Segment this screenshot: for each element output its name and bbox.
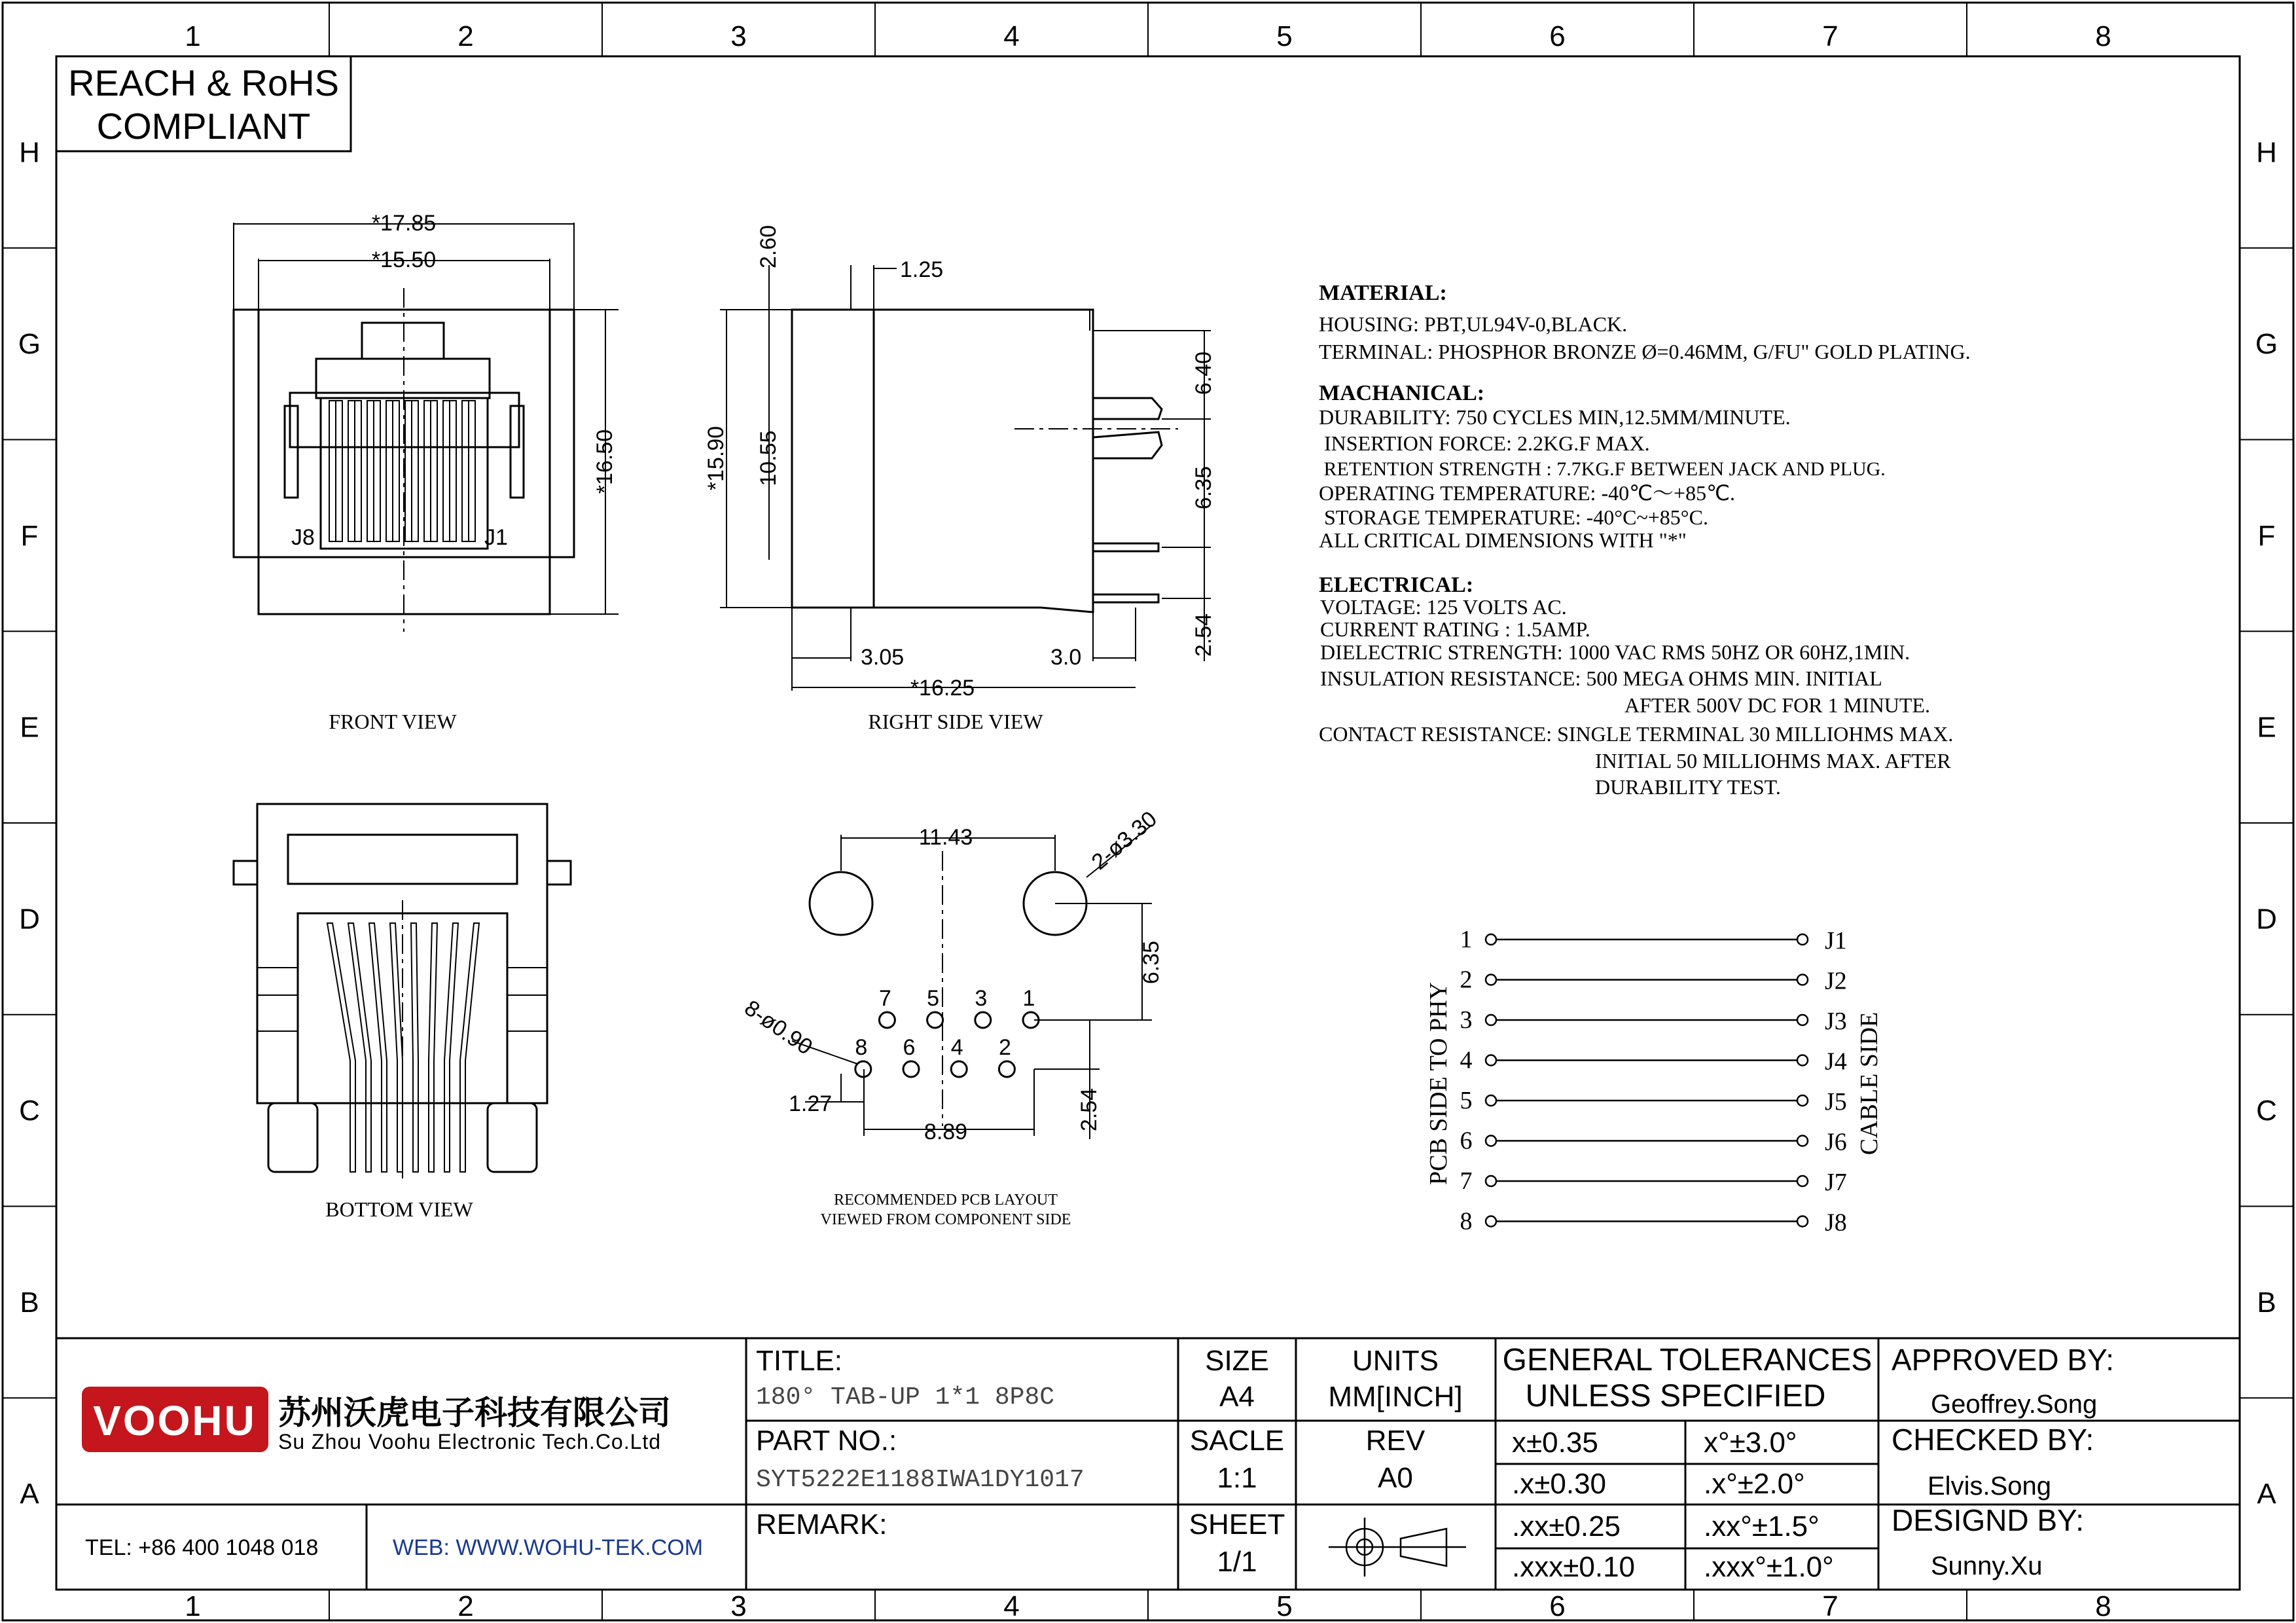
bottom-lead bbox=[411, 923, 418, 1172]
electrical-line: INITIAL 50 MILLIOHMS MAX. AFTER bbox=[1595, 749, 1951, 773]
zone-row-label: H bbox=[2256, 136, 2277, 169]
designed-label: DESIGND BY: bbox=[1892, 1503, 2084, 1537]
schematic-node bbox=[1797, 934, 1808, 945]
zone-column-label: 8 bbox=[2095, 1590, 2111, 1622]
tolerance-linear: .xx±0.25 bbox=[1512, 1510, 1621, 1542]
electrical-line: CURRENT RATING : 1.5AMP. bbox=[1320, 617, 1590, 641]
schematic-left-pin: 6 bbox=[1460, 1127, 1473, 1155]
bottom-lead bbox=[460, 923, 479, 1172]
title-value: 180° TAB-UP 1*1 8P8C bbox=[756, 1383, 1055, 1412]
sheet-label: SHEET bbox=[1189, 1508, 1285, 1541]
schematic-node bbox=[1486, 1055, 1496, 1066]
pcb-pin bbox=[999, 1061, 1014, 1077]
approved-label: APPROVED BY: bbox=[1892, 1343, 2115, 1377]
tolerance-angular: .xx°±1.5° bbox=[1704, 1510, 1820, 1542]
bottom-view-caption: BOTTOM VIEW bbox=[325, 1197, 473, 1221]
bottom-right-peg bbox=[488, 1103, 537, 1172]
zone-column-label: 6 bbox=[1549, 20, 1566, 52]
pcb-pin bbox=[879, 1012, 895, 1028]
schematic-right-pin: J1 bbox=[1825, 927, 1847, 955]
zone-row-label: D bbox=[2256, 903, 2277, 936]
side-dim-top: 2.60 bbox=[756, 225, 781, 268]
electrical-line: DIELECTRIC STRENGTH: 1000 VAC RMS 50HZ OR 60HZ,1MIN. bbox=[1320, 640, 1910, 664]
schematic-node bbox=[1797, 1055, 1808, 1066]
schematic-node bbox=[1797, 1136, 1808, 1146]
front-port-left-wall bbox=[285, 406, 298, 498]
size-label: SIZE bbox=[1205, 1345, 1269, 1377]
pcb-dim-row-offset: 2.54 bbox=[1077, 1087, 1102, 1132]
side-body-outline bbox=[792, 310, 1093, 612]
zone-column-label: 4 bbox=[1003, 20, 1020, 52]
schematic-right-pin: J7 bbox=[1825, 1169, 1847, 1196]
bottom-lead bbox=[327, 923, 355, 1172]
schematic-node bbox=[1486, 1176, 1496, 1186]
schematic-node bbox=[1486, 1095, 1496, 1106]
schematic-node bbox=[1797, 975, 1808, 985]
schematic-node bbox=[1486, 934, 1496, 945]
projection-symbol bbox=[1329, 1518, 1466, 1577]
scale-value: 1:1 bbox=[1217, 1462, 1257, 1494]
compliance-box bbox=[56, 56, 351, 151]
zone-column-label: 3 bbox=[730, 1590, 747, 1622]
mechanical-heading: MACHANICAL: bbox=[1319, 381, 1485, 405]
side-lead-2 bbox=[1093, 594, 1158, 602]
scale-label: SACLE bbox=[1189, 1425, 1285, 1457]
mechanical-line: OPERATING TEMPERATURE: -40℃～+85℃. bbox=[1319, 481, 1736, 505]
electrical-line: AFTER 500V DC FOR 1 MINUTE. bbox=[1624, 693, 1930, 717]
electrical-line: VOLTAGE: 125 VOLTS AC. bbox=[1320, 595, 1567, 619]
approved-value: Geoffrey.Song bbox=[1931, 1390, 2098, 1419]
company-logo bbox=[82, 1387, 268, 1452]
schematic-right-pin: J6 bbox=[1825, 1128, 1847, 1156]
pcb-pin-label: 3 bbox=[975, 986, 988, 1011]
tolerance-title-2: UNLESS SPECIFIED bbox=[1525, 1379, 1826, 1413]
schematic-right-pin: J5 bbox=[1825, 1088, 1847, 1116]
side-dim-rear-offset: 3.0 bbox=[1050, 645, 1082, 670]
front-view-caption: FRONT VIEW bbox=[329, 710, 457, 733]
pcb-pin-label: 8 bbox=[855, 1035, 868, 1060]
side-view bbox=[720, 265, 1211, 691]
zone-row-label: E bbox=[2257, 711, 2276, 744]
tolerance-angular: .xxx°±1.0° bbox=[1704, 1551, 1834, 1583]
company-name-cn: 苏州沃虎电子科技有限公司 bbox=[278, 1395, 671, 1431]
front-dim-height: *16.50 bbox=[592, 429, 617, 494]
schematic-left-pin: 4 bbox=[1460, 1046, 1473, 1074]
schematic-right-pin: J2 bbox=[1825, 967, 1847, 995]
schematic-left-pin: 3 bbox=[1460, 1006, 1473, 1034]
company-web: WEB: WWW.WOHU-TEK.COM bbox=[393, 1535, 704, 1560]
pcb-dim-pin-pitch: 1.27 bbox=[789, 1091, 833, 1116]
designed-value: Sunny.Xu bbox=[1931, 1552, 2043, 1580]
checked-value: Elvis.Song bbox=[1928, 1472, 2051, 1501]
zone-row-label: H bbox=[19, 136, 40, 169]
electrical-line: CONTACT RESISTANCE: SINGLE TERMINAL 30 MILLIOHMS MAX. bbox=[1319, 722, 1954, 746]
zone-row-label: C bbox=[2256, 1095, 2277, 1127]
bottom-lead bbox=[444, 923, 458, 1172]
units-value: MM[INCH] bbox=[1328, 1381, 1463, 1413]
front-label-j8: J8 bbox=[291, 525, 315, 550]
part-no-label: PART NO.: bbox=[756, 1425, 897, 1457]
mechanical-line: DURABILITY: 750 CYCLES MIN,12.5MM/MINUTE. bbox=[1319, 405, 1791, 429]
schematic-left-pin: 8 bbox=[1460, 1207, 1473, 1235]
rev-value: A0 bbox=[1378, 1462, 1413, 1494]
rev-label: REV bbox=[1365, 1425, 1426, 1457]
pcb-caption-line1: RECOMMENDED PCB LAYOUT bbox=[834, 1192, 1058, 1209]
zone-column-label: 3 bbox=[730, 20, 747, 52]
pcb-pins bbox=[855, 986, 1039, 1077]
schematic-node bbox=[1797, 1176, 1808, 1186]
tolerance-angular: x°±3.0° bbox=[1704, 1427, 1797, 1459]
pcb-dim-hole-to-pin: 6.35 bbox=[1139, 940, 1164, 985]
side-dim-depth: *16.25 bbox=[910, 676, 975, 701]
schematic-right-pin: J8 bbox=[1825, 1209, 1847, 1237]
side-dim-body: 10.55 bbox=[756, 430, 781, 486]
schematic-left-label: PCB SIDE TO PHY bbox=[1425, 981, 1452, 1186]
pcb-pin bbox=[903, 1061, 919, 1077]
checked-label: CHECKED BY: bbox=[1892, 1423, 2094, 1457]
front-port-right-wall bbox=[511, 406, 524, 498]
material-line: HOUSING: PBT,UL94V-0,BLACK. bbox=[1319, 312, 1628, 336]
part-no-value: SYT5222E1188IWA1DY1017 bbox=[756, 1466, 1085, 1494]
schematic-right-pin: J3 bbox=[1825, 1008, 1847, 1035]
bottom-view bbox=[234, 804, 571, 1178]
tolerance-angular: .x°±2.0° bbox=[1704, 1468, 1805, 1500]
front-dim-outer-width: *17.85 bbox=[371, 211, 437, 236]
side-dim-tab: 1.25 bbox=[900, 257, 944, 282]
front-view bbox=[234, 223, 619, 632]
logo-wordmark: VOOHU bbox=[93, 1397, 257, 1444]
bottom-left-lug bbox=[234, 861, 257, 884]
pcb-pin-label: 4 bbox=[950, 1035, 963, 1060]
mechanical-line: STORAGE TEMPERATURE: -40°C~+85°C. bbox=[1319, 505, 1708, 529]
pcb-pin-label: 1 bbox=[1022, 986, 1035, 1011]
remark-label: REMARK: bbox=[756, 1508, 888, 1541]
pcb-pin-label: 5 bbox=[927, 986, 940, 1011]
schematic-node bbox=[1486, 1015, 1496, 1025]
company-name-en: Su Zhou Voohu Electronic Tech.Co.Ltd bbox=[278, 1430, 662, 1453]
tolerance-title-1: GENERAL TOLERANCES bbox=[1502, 1343, 1873, 1377]
bottom-window bbox=[288, 835, 517, 884]
schematic-right-pin: J4 bbox=[1825, 1048, 1847, 1076]
zone-column-label: 7 bbox=[1822, 1590, 1839, 1622]
zone-row-label: G bbox=[18, 328, 41, 361]
schematic-left-pin: 1 bbox=[1460, 926, 1473, 953]
side-lead-1 bbox=[1093, 543, 1158, 551]
compliance-line1: REACH & RoHS bbox=[68, 62, 339, 103]
schematic-node bbox=[1486, 1216, 1496, 1227]
zone-row-label: B bbox=[20, 1286, 39, 1319]
schematic-node bbox=[1797, 1015, 1808, 1025]
front-latch-top bbox=[362, 323, 444, 359]
title-label: TITLE: bbox=[756, 1345, 843, 1377]
zone-row-label: C bbox=[19, 1095, 40, 1127]
bottom-lead bbox=[369, 923, 387, 1172]
tolerance-linear: .xxx±0.10 bbox=[1512, 1551, 1636, 1583]
bottom-lead bbox=[348, 923, 371, 1172]
compliance-line2: COMPLIANT bbox=[96, 105, 311, 147]
pcb-mount-hole-left bbox=[810, 872, 872, 935]
side-dim-lead-mid: 6.35 bbox=[1191, 465, 1216, 510]
bottom-lead bbox=[429, 923, 437, 1172]
pcb-pin-label: 6 bbox=[903, 1035, 916, 1060]
zone-column-label: 7 bbox=[1822, 20, 1839, 52]
schematic-left-pin: 5 bbox=[1460, 1087, 1473, 1114]
company-tel: TEL: +86 400 1048 018 bbox=[85, 1535, 319, 1560]
mechanical-line: ALL CRITICAL DIMENSIONS WITH "*" bbox=[1319, 528, 1687, 552]
front-contacts bbox=[329, 401, 475, 541]
zone-column-label: 8 bbox=[2095, 20, 2111, 52]
zone-column-label: 6 bbox=[1549, 1590, 1566, 1622]
pcb-pin-label: 7 bbox=[878, 986, 891, 1011]
mechanical-line: RETENTION STRENGTH : 7.7KG.F BETWEEN JACK AND PLUG. bbox=[1319, 458, 1886, 480]
specifications bbox=[1319, 281, 1971, 799]
side-dim-height: *15.90 bbox=[704, 426, 728, 491]
schematic-right-label: CABLE SIDE bbox=[1856, 1012, 1883, 1156]
side-dim-lead-pitch: 2.54 bbox=[1191, 613, 1216, 657]
schematic-left-pin: 7 bbox=[1460, 1167, 1473, 1195]
side-view-caption: RIGHT SIDE VIEW bbox=[868, 710, 1043, 733]
front-dim-inner-width: *15.50 bbox=[371, 247, 437, 272]
sheet-value: 1/1 bbox=[1217, 1546, 1257, 1578]
electrical-heading: ELECTRICAL: bbox=[1319, 573, 1474, 597]
electrical-line: DURABILITY TEST. bbox=[1595, 775, 1781, 799]
zone-column-label: 1 bbox=[185, 20, 201, 52]
schematic-node bbox=[1486, 975, 1496, 985]
zone-column-label: 1 bbox=[185, 1590, 201, 1622]
schematic-node bbox=[1797, 1216, 1808, 1227]
side-tab-lower bbox=[1093, 432, 1162, 458]
electrical-line: INSULATION RESISTANCE: 500 MEGA OHMS MIN. INITIAL bbox=[1320, 666, 1882, 690]
zone-column-label: 5 bbox=[1276, 20, 1293, 52]
zone-column-label: 2 bbox=[457, 20, 474, 52]
mechanical-line: INSERTION FORCE: 2.2KG.F MAX. bbox=[1319, 431, 1650, 455]
side-tab-upper bbox=[1093, 398, 1162, 419]
pcb-pin bbox=[975, 1012, 991, 1028]
pcb-pin-label: 2 bbox=[998, 1035, 1011, 1060]
bottom-lead bbox=[390, 923, 403, 1172]
pcb-dim-pin-dia: 8-ø0.90 bbox=[740, 995, 817, 1060]
pcb-dim-pin-span: 8.89 bbox=[924, 1120, 968, 1144]
zone-row-label: F bbox=[20, 519, 39, 552]
zone-row-label: G bbox=[2255, 328, 2278, 361]
zone-row-label: B bbox=[2257, 1286, 2276, 1319]
material-heading: MATERIAL: bbox=[1319, 281, 1447, 305]
side-dim-lead-top: 6.40 bbox=[1191, 351, 1216, 395]
zone-column-label: 5 bbox=[1276, 1590, 1293, 1622]
side-front-panel bbox=[792, 310, 874, 608]
pcb-pin bbox=[855, 1061, 871, 1077]
zone-row-label: A bbox=[20, 1478, 39, 1510]
bottom-left-peg bbox=[268, 1103, 317, 1172]
size-value: A4 bbox=[1219, 1381, 1255, 1413]
material-line: TERMINAL: PHOSPHOR BRONZE Ø=0.46MM, G/FU" GOLD PLATING. bbox=[1319, 340, 1971, 363]
tolerance-linear: .x±0.30 bbox=[1512, 1468, 1607, 1500]
schematic-node bbox=[1486, 1136, 1496, 1146]
tolerance-linear: x±0.35 bbox=[1512, 1427, 1598, 1459]
pcb-dim-hole-dia: 2-ø3.30 bbox=[1086, 806, 1162, 875]
schematic-left-pin: 2 bbox=[1460, 966, 1473, 994]
bottom-right-lug bbox=[547, 861, 571, 884]
side-dim-front-offset: 3.05 bbox=[861, 645, 905, 670]
pcb-pin bbox=[927, 1012, 943, 1028]
zone-column-label: 4 bbox=[1003, 1590, 1020, 1622]
pcb-caption-line2: VIEWED FROM COMPONENT SIDE bbox=[820, 1211, 1071, 1228]
zone-row-label: D bbox=[19, 903, 40, 936]
zone-row-label: F bbox=[2257, 519, 2276, 552]
units-label: UNITS bbox=[1352, 1345, 1439, 1377]
zone-row-label: A bbox=[2257, 1478, 2276, 1510]
pcb-pin bbox=[951, 1061, 967, 1077]
zone-column-label: 2 bbox=[457, 1590, 474, 1622]
pcb-dim-hole-spacing: 11.43 bbox=[918, 825, 973, 850]
zone-row-label: E bbox=[20, 711, 39, 744]
wiring-schematic bbox=[1460, 926, 1847, 1237]
schematic-node bbox=[1797, 1095, 1808, 1106]
front-label-j1: J1 bbox=[484, 525, 508, 550]
